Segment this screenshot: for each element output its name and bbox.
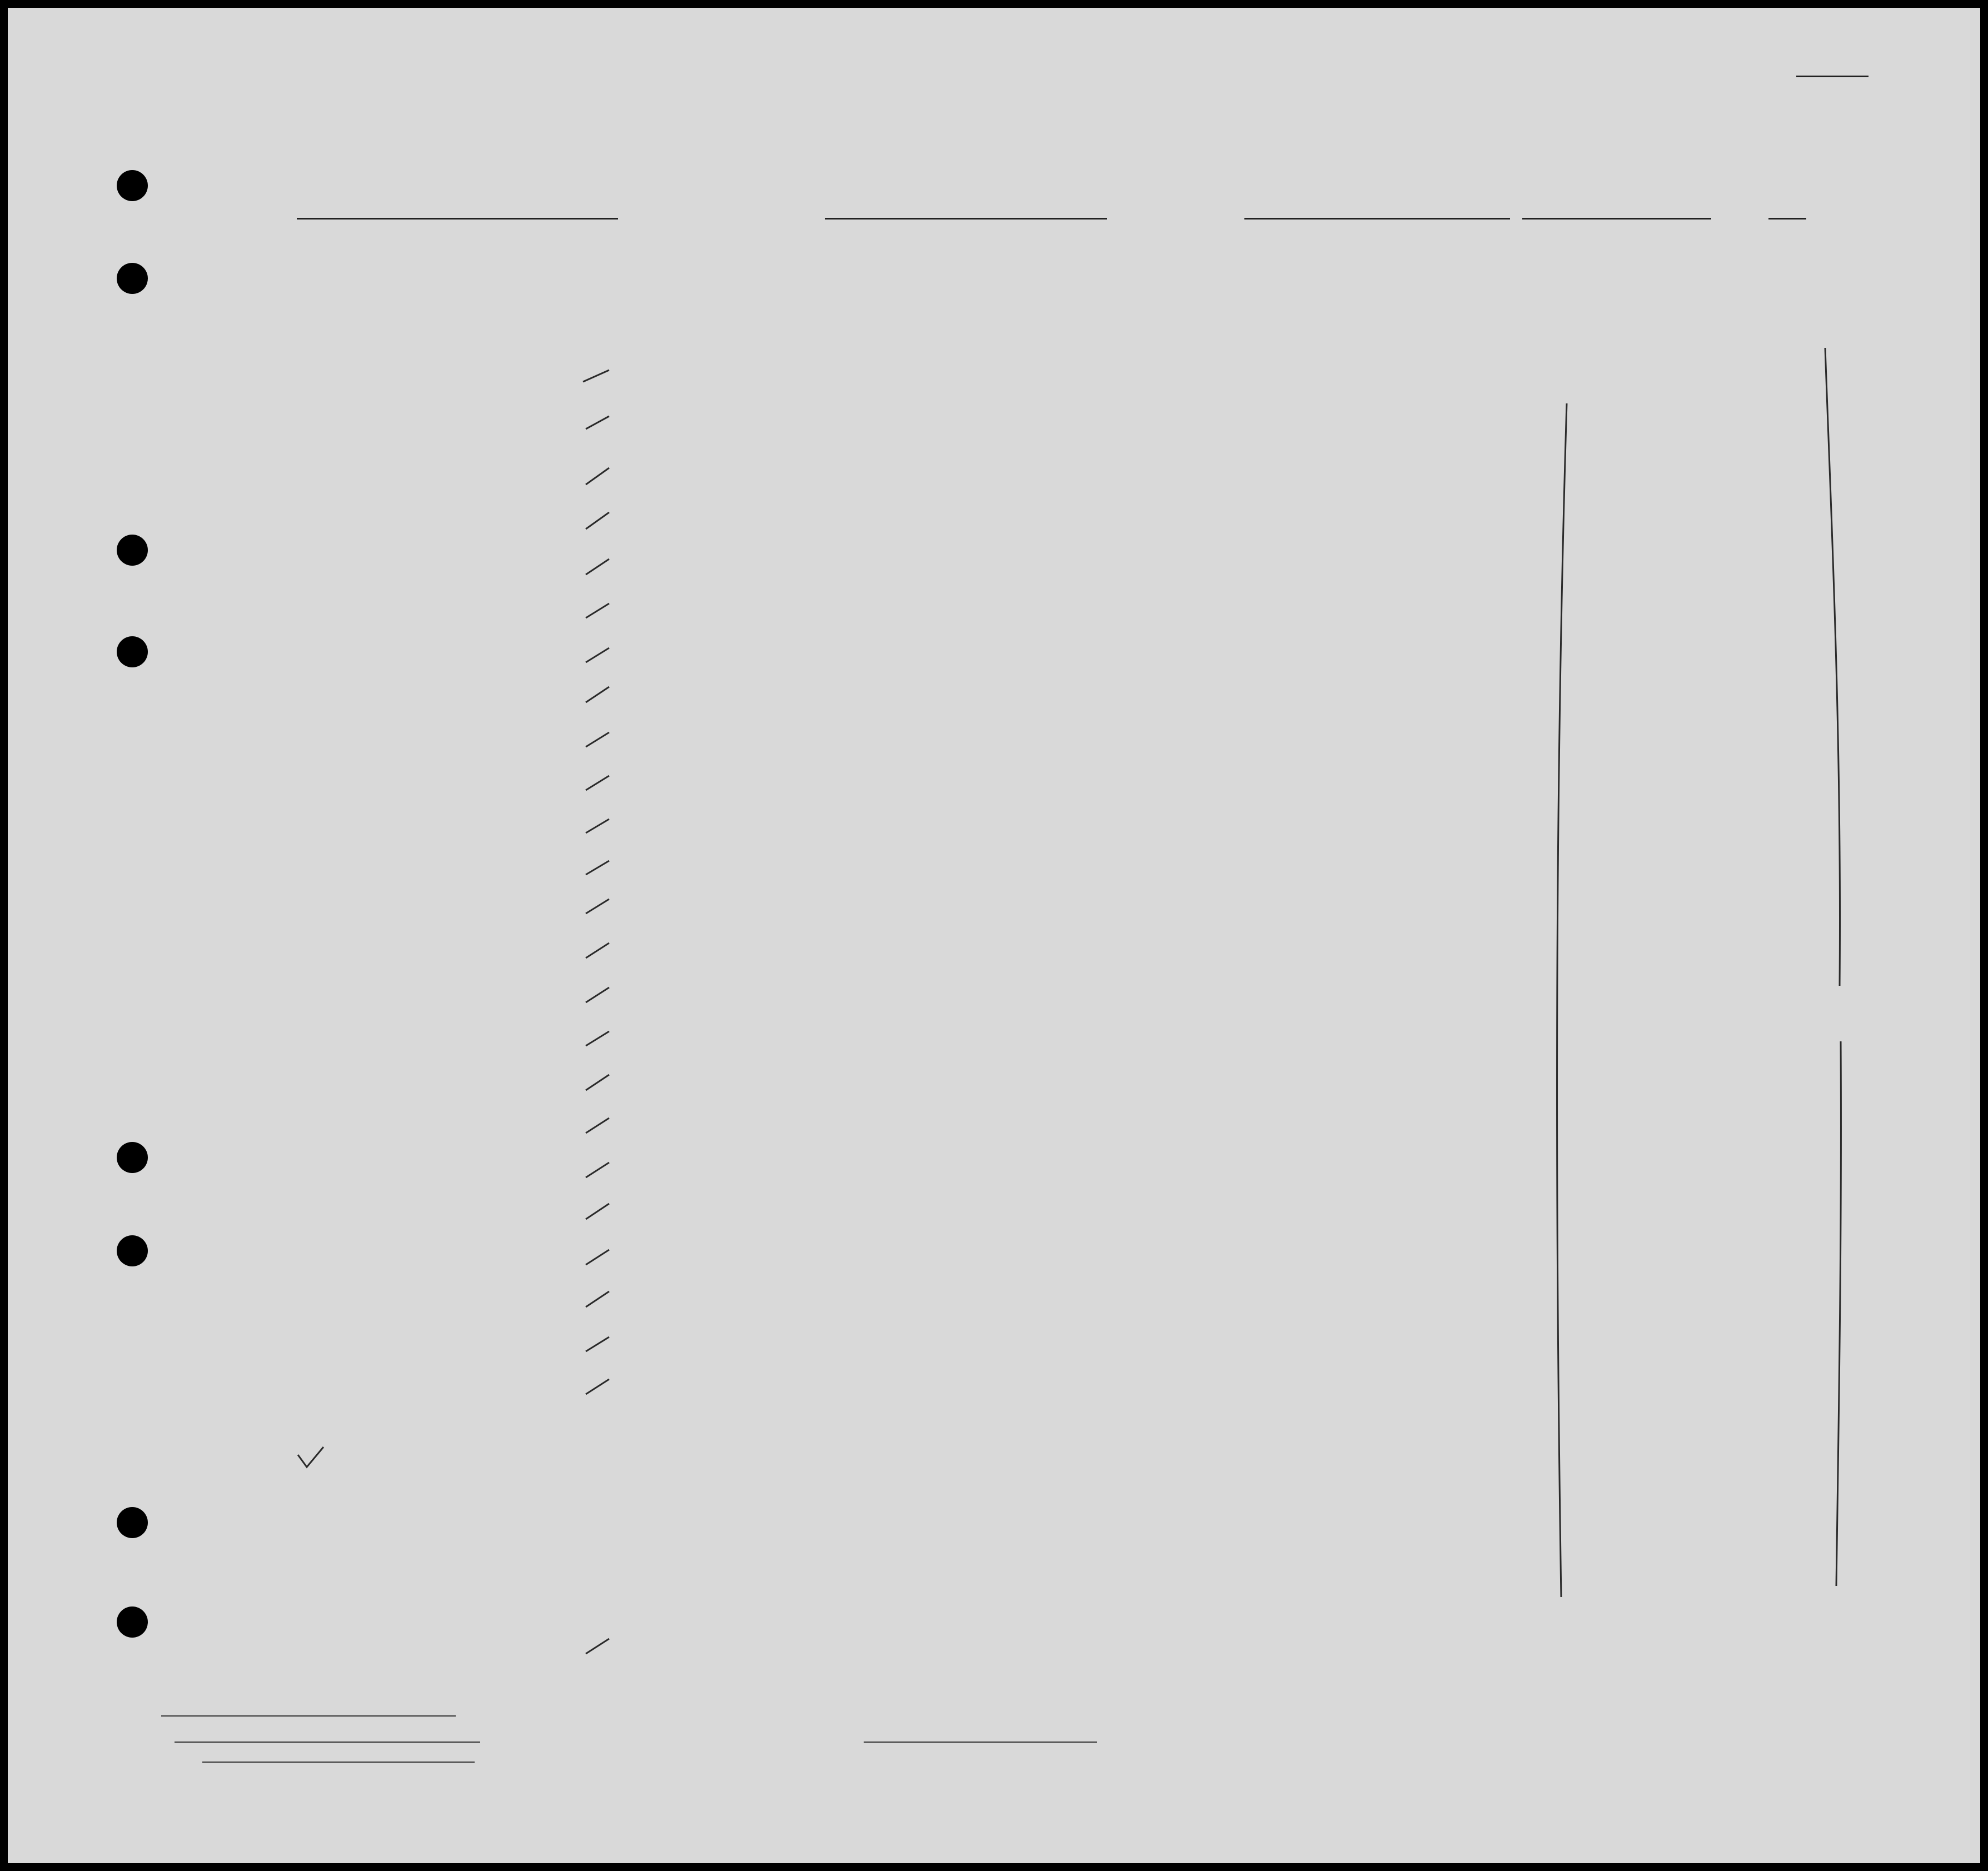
checkmark	[586, 687, 609, 702]
handwritten-bracket-line	[1557, 403, 1567, 1597]
checkmark	[586, 861, 609, 875]
checkmark	[586, 648, 609, 662]
footer-owners-value	[175, 1742, 480, 1743]
checkmark	[586, 899, 609, 914]
checkmark	[586, 1031, 609, 1046]
checkmark	[586, 819, 609, 833]
handwritten-bracket-line	[1836, 1041, 1841, 1586]
checkmark	[298, 1447, 323, 1467]
checkmark	[586, 732, 609, 747]
footer-agents-value	[202, 1762, 475, 1763]
checkmark	[586, 1337, 609, 1351]
handwritten-bracket-line	[1825, 348, 1840, 986]
checkmark	[586, 468, 609, 485]
checkmark	[586, 1204, 609, 1219]
checkmark	[586, 1379, 609, 1394]
checkmark	[586, 1250, 609, 1265]
checkmark	[586, 1118, 609, 1133]
checkmark	[586, 416, 609, 429]
checkmark	[586, 1162, 609, 1178]
checkmark	[586, 987, 609, 1002]
checkmark	[586, 943, 609, 958]
checkmark	[583, 370, 609, 382]
checkmark	[586, 1291, 609, 1307]
checkmark	[586, 776, 609, 790]
checkmark	[586, 512, 609, 529]
manifest-sheet	[8, 8, 1980, 1863]
footer-line-value	[161, 1715, 456, 1717]
checkmark-group	[298, 348, 1841, 1654]
checkmark	[586, 1639, 609, 1654]
tick-marks	[8, 8, 1980, 1863]
checkmark	[586, 559, 609, 575]
checkmark	[586, 603, 609, 618]
inspector-signature-line	[864, 1742, 1097, 1743]
checkmark	[586, 1075, 609, 1090]
